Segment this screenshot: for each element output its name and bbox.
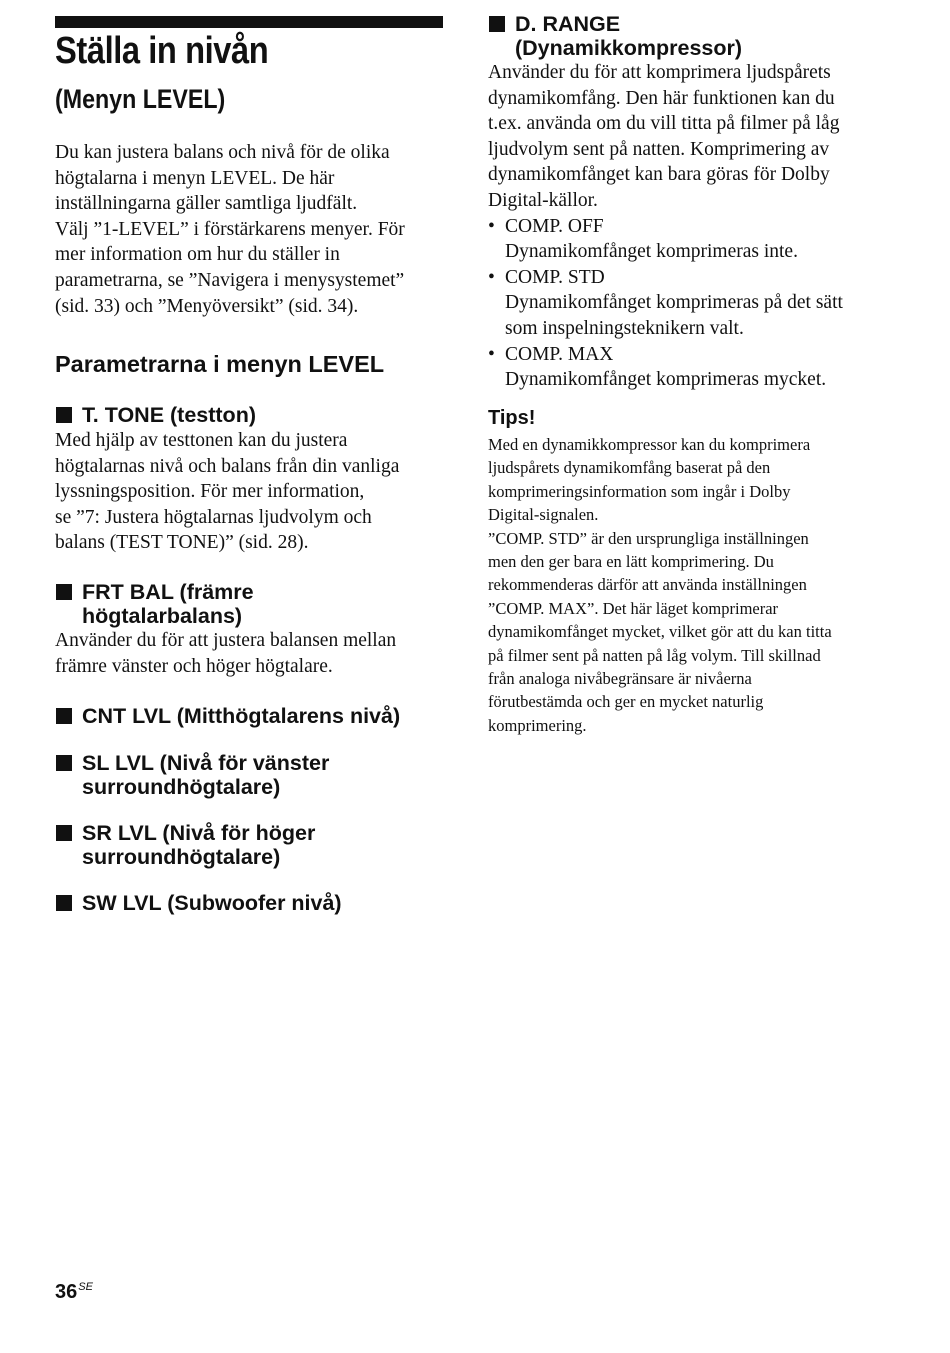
tips-line: på filmer sent på natten på låg volym. Till skillnad	[488, 645, 821, 665]
desc-line: se ”7: Justera högtalarnas ljudvolym och	[55, 506, 372, 528]
page-title: Ställa in nivån	[55, 30, 269, 72]
param-heading-text: SW LVL (Subwoofer nivå)	[82, 891, 342, 915]
option-desc: Dynamikomfånget komprimeras inte.	[505, 241, 798, 263]
list-item	[488, 342, 888, 393]
tips-line: komprimering.	[488, 715, 587, 735]
param-desc-t-tone	[55, 428, 445, 556]
desc-line: Använder du för att justera balansen mellan	[55, 630, 397, 651]
tips-heading: Tips!	[488, 407, 536, 429]
list-item	[488, 214, 888, 265]
param-heading-text: CNT LVL (Mitthögtalarens nivå)	[82, 704, 401, 728]
tips-line: Med en dynamikkompressor kan du komprimera	[488, 435, 811, 454]
param-desc-frt-bal	[55, 628, 445, 679]
page-number-suffix: SE	[78, 1281, 93, 1293]
desc-line: t.ex. använda om du vill titta på filmer på låg	[488, 113, 840, 135]
option-name: COMP. MAX	[505, 343, 614, 365]
option-desc: Dynamikomfånget komprimeras på det sätt	[505, 292, 843, 314]
tips-line: ”COMP. MAX”. Det här läget komprimerar	[488, 598, 779, 618]
bullet-dot-icon: •	[488, 215, 495, 237]
desc-line: främre vänster och höger högtalare.	[55, 655, 333, 677]
tips-line: ”COMP. STD” är den ursprungliga inställningen	[488, 528, 809, 548]
section-heading: Parametrarna i menyn LEVEL	[55, 351, 385, 377]
square-bullet-icon	[56, 895, 72, 911]
bullet-dot-icon: •	[488, 266, 495, 288]
param-heading-text: surroundhögtalare)	[82, 845, 281, 869]
param-heading-sr-lvl	[55, 821, 315, 869]
param-heading-t-tone	[55, 403, 256, 427]
desc-line: Med hjälp av testtonen kan du justera	[55, 430, 348, 451]
desc-line: lyssningsposition. För mer information,	[55, 481, 365, 503]
tips-line: dynamikomfånget mycket, vilket gör att du kan titta	[488, 622, 832, 642]
param-heading-text: SR LVL (Nivå för höger	[82, 821, 316, 845]
param-heading-text: (Dynamikkompressor)	[515, 36, 743, 60]
page-number-value: 36	[55, 1281, 78, 1303]
intro-line: (sid. 33) och ”Menyöversikt” (sid. 34).	[55, 295, 359, 317]
square-bullet-icon	[56, 825, 72, 841]
param-heading-d-range	[488, 12, 742, 60]
desc-line: Digital-källor.	[488, 189, 598, 211]
desc-line: dynamikomfånget kan bara göras för Dolby	[488, 164, 830, 186]
tips-line: från analoga nivåbegränsare är nivåerna	[488, 669, 752, 689]
desc-line: dynamikomfång. Den här funktionen kan du	[488, 87, 835, 109]
intro-line: Välj ”1-LEVEL” i förstärkarens menyer. För	[55, 218, 405, 240]
desc-line: Använder du för att komprimera ljudspårets	[488, 62, 831, 83]
option-name: COMP. STD	[505, 266, 605, 288]
param-heading-frt-bal	[55, 580, 254, 628]
option-name: COMP. OFF	[505, 215, 604, 237]
tips-line: förutbestämda och ger en mycket naturlig	[488, 692, 764, 712]
param-heading-text: FRT BAL (främre	[82, 580, 254, 604]
list-item	[488, 265, 888, 342]
tips-line: men den ger bara en lätt komprimering. Du	[488, 552, 774, 572]
desc-line: högtalarnas nivå och balans från din vanliga	[55, 455, 400, 477]
intro-line: högtalarna i menyn LEVEL. De här	[55, 167, 335, 189]
intro-line: Du kan justera balans och nivå för de olika	[55, 142, 390, 163]
param-heading-sl-lvl	[55, 751, 329, 799]
desc-line: ljudvolym sent på natten. Komprimering av	[488, 138, 830, 160]
param-heading-cnt-lvl	[55, 704, 400, 728]
tips-line: ljudspårets dynamikomfång baserat på den	[488, 458, 771, 478]
bullet-dot-icon: •	[488, 343, 495, 365]
desc-line: balans (TEST TONE)” (sid. 28).	[55, 532, 309, 554]
option-list	[488, 214, 888, 393]
tips-paragraph	[488, 433, 888, 737]
intro-line: inställningarna gäller samtliga ljudfält.	[55, 193, 358, 215]
square-bullet-icon	[489, 16, 505, 32]
page-number	[55, 1281, 93, 1304]
square-bullet-icon	[56, 407, 72, 423]
option-desc: som inspelningsteknikern valt.	[505, 317, 744, 339]
tips-line: rekommenderas därför att använda inställningen	[488, 575, 807, 595]
option-desc: Dynamikomfånget komprimeras mycket.	[505, 369, 827, 391]
param-heading-text: SL LVL (Nivå för vänster	[82, 751, 330, 775]
tips-line: komprimeringsinformation som ingår i Dolby	[488, 481, 791, 501]
page-subtitle: (Menyn LEVEL)	[55, 84, 226, 114]
square-bullet-icon	[56, 755, 72, 771]
param-heading-text: T. TONE (testton)	[82, 403, 256, 427]
param-heading-text: surroundhögtalare)	[82, 775, 281, 799]
intro-paragraph	[55, 140, 445, 319]
param-heading-sw-lvl	[55, 891, 342, 915]
param-heading-text: D. RANGE	[515, 12, 621, 36]
tips-line: Digital-signalen.	[488, 505, 599, 525]
param-desc-d-range	[488, 60, 888, 393]
top-rule	[55, 16, 443, 28]
square-bullet-icon	[56, 708, 72, 724]
param-heading-text: högtalarbalans)	[82, 604, 243, 628]
square-bullet-icon	[56, 584, 72, 600]
intro-line: mer information om hur du ställer in	[55, 244, 340, 266]
intro-line: parametrarna, se ”Navigera i menysystemet”	[55, 269, 405, 291]
